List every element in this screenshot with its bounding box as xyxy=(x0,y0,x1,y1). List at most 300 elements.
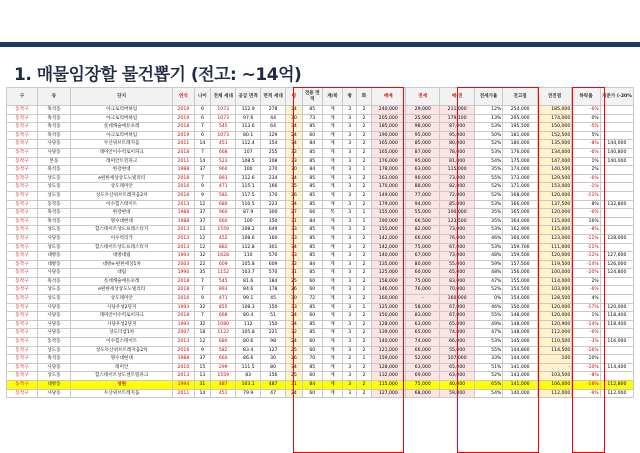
cell-rate: 65% xyxy=(474,381,503,390)
cell-dong: 사당동 xyxy=(37,329,70,338)
cell-sale: 135,000 xyxy=(371,260,405,269)
cell-dong: 상도동 xyxy=(37,346,70,355)
cell-gap: 95,000 xyxy=(440,131,474,140)
cell-peak: 174,000 xyxy=(503,166,537,175)
cell-rate: 54% xyxy=(474,157,503,166)
cell-sale: 155,000 xyxy=(371,226,405,235)
cell-pct: -3% xyxy=(572,338,601,347)
cell-rate: 55% xyxy=(474,312,503,321)
cell-mid: 115,000 xyxy=(537,226,571,235)
cell-year: 1988 xyxy=(173,166,194,175)
cell-pyeong: 24 xyxy=(286,312,303,321)
cell-age: 6 xyxy=(194,131,211,140)
cell-gap: 82,000 xyxy=(440,183,474,192)
cell-bath: 2 xyxy=(357,131,371,140)
cell-rate: 35% xyxy=(474,209,503,218)
cell-name: 두산위브트레지움 xyxy=(71,140,173,149)
cell-sale: 139,000 xyxy=(371,329,405,338)
cell-area-units: 64 xyxy=(261,123,286,132)
cell-base xyxy=(600,191,633,200)
cell-name: 아크로리버하임 xyxy=(71,106,173,115)
cell-dong: 동작동 xyxy=(37,200,70,209)
cell-base xyxy=(600,217,633,226)
cell-sale: 155,000 xyxy=(371,209,405,218)
cell-dong: 사당동 xyxy=(37,234,70,243)
cell-gap: 160,000 xyxy=(440,295,474,304)
cell-name: 힐스테이트상도센트럴파크 xyxy=(71,372,173,381)
cell-gu: 동작구 xyxy=(7,346,38,355)
column-header-sale: 매매 xyxy=(371,88,405,106)
column-header-bath: 화 xyxy=(357,88,371,106)
cell-gu: 동작구 xyxy=(7,140,38,149)
cell-jeon: 77,000 xyxy=(406,191,440,200)
cell-pct: -14% xyxy=(572,260,601,269)
cell-base: 132,800 xyxy=(600,200,633,209)
cell-type: 계 xyxy=(322,389,342,398)
table-row xyxy=(7,174,634,183)
cell-peak: 175,000 xyxy=(503,157,537,166)
cell-bath: 2 xyxy=(357,157,371,166)
cell-sale: 170,000 xyxy=(371,183,405,192)
cell-rate: 52% xyxy=(474,286,503,295)
cell-supply: 110 xyxy=(236,252,261,261)
cell-supply: 83.4 xyxy=(236,346,261,355)
cell-rate: 53% xyxy=(474,226,503,235)
cell-pct: -6% xyxy=(572,286,601,295)
column-header-dong: 동 xyxy=(37,88,70,106)
cell-name: 래미안이수역로이파크 xyxy=(71,312,173,321)
cell-peak: 148,000 xyxy=(503,329,537,338)
cell-area-units: 570 xyxy=(261,252,286,261)
cell-type: 계 xyxy=(322,200,342,209)
cell-pct: -6% xyxy=(572,174,601,183)
cell-year: 2013 xyxy=(173,200,194,209)
cell-pct: -8% xyxy=(572,226,601,235)
cell-name: 사당우성2단지 xyxy=(71,303,173,312)
cell-gap: 211,000 xyxy=(440,106,474,115)
cell-year: 2019 xyxy=(173,114,194,123)
cell-rate: 53% xyxy=(474,200,503,209)
cell-gap: 40,000 xyxy=(440,381,474,390)
column-header-gap: 매-전 xyxy=(440,88,474,106)
cell-peak: 180,000 xyxy=(503,140,537,149)
cell-rate: 47% xyxy=(474,277,503,286)
cell-supply: 87.9 xyxy=(236,209,261,218)
cell-mid: 114,000 xyxy=(537,277,571,286)
column-header-age: 나이 xyxy=(194,88,211,106)
cell-pyeong: 34 xyxy=(286,106,303,115)
cell-bath: 2 xyxy=(357,183,371,192)
cell-pct: 4% xyxy=(572,295,601,304)
cell-type: 계 xyxy=(322,372,342,381)
cell-gu: 동작구 xyxy=(7,131,38,140)
cell-age: 37 xyxy=(194,166,211,175)
cell-pct: -9% xyxy=(572,389,601,398)
cell-excl: 84 xyxy=(302,140,322,149)
cell-pyeong: 33 xyxy=(286,303,303,312)
cell-dong: 흑석동 xyxy=(37,277,70,286)
cell-jeon: 66,500 xyxy=(406,217,440,226)
cell-bath: 2 xyxy=(357,329,371,338)
cell-dong: 사당동 xyxy=(37,389,70,398)
cell-dong: 상도동 xyxy=(37,191,70,200)
cell-rooms: 3 xyxy=(343,191,357,200)
cell-bath: 2 xyxy=(357,286,371,295)
cell-year: 2013 xyxy=(173,234,194,243)
cell-gu: 동작구 xyxy=(7,217,38,226)
cell-excl: 70 xyxy=(302,355,322,364)
table-row xyxy=(7,389,634,398)
cell-name: 상도래미안 xyxy=(71,183,173,192)
cell-name: 한강현대 xyxy=(71,166,173,175)
cell-dong: 사당동 xyxy=(37,140,70,149)
cell-units: 660 xyxy=(211,217,236,226)
cell-jeon: 60,000 xyxy=(406,269,440,278)
cell-name: 대방e-편한세상1차 xyxy=(71,260,173,269)
cell-units: 660 xyxy=(211,355,236,364)
cell-pct: -8% xyxy=(572,140,601,149)
cell-pct: -12% xyxy=(572,252,601,261)
cell-sale: 115,000 xyxy=(371,381,405,390)
cell-rooms: 3 xyxy=(343,166,357,175)
cell-pct: -6% xyxy=(572,106,601,115)
cell-dong: 대방동 xyxy=(37,252,70,261)
cell-year: 2011 xyxy=(173,157,194,166)
cell-name: 사당우성2단지 xyxy=(71,320,173,329)
cell-name: 래미안 xyxy=(71,363,173,372)
cell-gap: 115,000 xyxy=(440,166,474,175)
cell-supply: 112.9 xyxy=(236,106,261,115)
cell-age: 14 xyxy=(194,157,211,166)
cell-sale: 149,000 xyxy=(371,191,405,200)
cell-jeon: 76,000 xyxy=(406,286,440,295)
cell-rate: 53% xyxy=(474,148,503,157)
cell-bath: 2 xyxy=(357,372,371,381)
cell-age: 6 xyxy=(194,114,211,123)
cell-peak: 143,000 xyxy=(503,372,537,381)
cell-jeon: 90,000 xyxy=(406,174,440,183)
cell-units: 1073 xyxy=(211,106,236,115)
cell-gap: 76,000 xyxy=(440,234,474,243)
cell-peak: 156,000 xyxy=(503,269,537,278)
cell-jeon: 63,000 xyxy=(406,166,440,175)
cell-rooms: 3 xyxy=(343,363,357,372)
cell-area-units: 47 xyxy=(261,389,286,398)
cell-gu: 동작구 xyxy=(7,260,38,269)
cell-peak: 150,000 xyxy=(503,303,537,312)
cell-rooms: 3 xyxy=(343,217,357,226)
cell-base: 144,000 xyxy=(600,140,633,149)
cell-type: 계 xyxy=(322,114,342,123)
cell-rate: 49% xyxy=(474,320,503,329)
cell-pct: 1% xyxy=(572,157,601,166)
cell-sale: 190,000 xyxy=(371,131,405,140)
cell-year: 2019 xyxy=(173,131,194,140)
cell-pct: 0% xyxy=(572,114,601,123)
cell-bath: 2 xyxy=(357,269,371,278)
cell-age: 7 xyxy=(194,148,211,157)
cell-peak: 171,000 xyxy=(503,183,537,192)
cell-rooms: 3 xyxy=(343,209,357,218)
cell-gu: 동작구 xyxy=(7,269,38,278)
cell-rooms: 3 xyxy=(343,346,357,355)
cell-area-units: 255 xyxy=(261,148,286,157)
cell-excl: 85 xyxy=(302,363,322,372)
cell-gap: 67,000 xyxy=(440,243,474,252)
cell-age: 18 xyxy=(194,329,211,338)
cell-bath: 2 xyxy=(357,234,371,243)
cell-bath: 2 xyxy=(357,346,371,355)
cell-name: 대방대림 xyxy=(71,252,173,261)
cell-pyeong: 30 xyxy=(286,295,303,304)
cell-excl: 73 xyxy=(302,114,322,123)
cell-area-units: 649 xyxy=(261,226,286,235)
cell-age: 32 xyxy=(194,303,211,312)
cell-supply: 100 xyxy=(236,217,261,226)
cell-peak: 148,000 xyxy=(503,312,537,321)
cell-excl: 60 xyxy=(302,277,322,286)
cell-base: 112,000 xyxy=(600,389,633,398)
cell-gap: 72,000 xyxy=(440,191,474,200)
cell-name: 래미안트윈파크 xyxy=(71,157,173,166)
cell-age: 37 xyxy=(194,355,211,364)
cell-age: 13 xyxy=(194,226,211,235)
cell-jeon: 95,000 xyxy=(406,157,440,166)
cell-sale: 128,000 xyxy=(371,320,405,329)
cell-peak: 144,000 xyxy=(503,355,537,364)
cell-rooms: 3 xyxy=(343,286,357,295)
cell-sale: 125,000 xyxy=(371,303,405,312)
table-row xyxy=(7,320,634,329)
cell-pyeong: 30 xyxy=(286,166,303,175)
cell-name: 이수힐스테이트 xyxy=(71,200,173,209)
cell-bath: 2 xyxy=(357,363,371,372)
cell-rate: 33% xyxy=(474,355,503,364)
cell-bath: 2 xyxy=(357,252,371,261)
cell-excl: 85 xyxy=(302,123,322,132)
cell-rate: 55% xyxy=(474,174,503,183)
cell-gu: 동작구 xyxy=(7,114,38,123)
cell-gu: 동작구 xyxy=(7,286,38,295)
cell-gu: 동작구 xyxy=(7,174,38,183)
cell-gu: 동작구 xyxy=(7,209,38,218)
column-header-mid: 전전점 xyxy=(537,88,571,106)
cell-jeon: - xyxy=(406,295,440,304)
cell-pyeong: 24 xyxy=(286,131,303,140)
cell-gap: 107,000 xyxy=(440,355,474,364)
cell-year: 2007 xyxy=(173,329,194,338)
cell-pct: -8% xyxy=(572,372,601,381)
cell-supply: 80.1 xyxy=(236,131,261,140)
cell-rate: 53% xyxy=(474,243,503,252)
cell-base xyxy=(600,329,633,338)
cell-peak: 145,000 xyxy=(503,338,537,347)
cell-bath: 2 xyxy=(357,106,371,115)
cell-base xyxy=(600,106,633,115)
cell-mid: 120,000 xyxy=(537,312,571,321)
cell-base xyxy=(600,123,633,132)
cell-gu: 동작구 xyxy=(7,191,38,200)
cell-peak: 141,000 xyxy=(503,381,537,390)
cell-dong: 흑석동 xyxy=(37,106,70,115)
cell-sale: 205,000 xyxy=(371,114,405,123)
cell-type: 계 xyxy=(322,191,342,200)
cell-area-units: 223 xyxy=(261,200,286,209)
cell-age: 9 xyxy=(194,346,211,355)
cell-base xyxy=(600,243,633,252)
cell-units: 487 xyxy=(211,381,236,390)
cell-jeon: 95,000 xyxy=(406,131,440,140)
table-body xyxy=(7,106,634,398)
column-header-base: 기준가 (-20% xyxy=(600,88,633,106)
cell-area-units: 221 xyxy=(261,329,286,338)
cell-rooms: 3 xyxy=(343,140,357,149)
table-row xyxy=(7,209,634,218)
cell-rooms: 3 xyxy=(343,114,357,123)
cell-sale: 159,000 xyxy=(371,355,405,364)
cell-units: 451 xyxy=(211,389,236,398)
cell-type: 계 xyxy=(322,234,342,243)
cell-year: 2018 xyxy=(173,174,194,183)
cell-base: 140,000 xyxy=(600,157,633,166)
cell-type: 계 xyxy=(322,363,342,372)
cell-mid: 185,000 xyxy=(537,106,571,115)
cell-units: 452 xyxy=(211,234,236,243)
cell-base xyxy=(600,226,633,235)
cell-gap: 123,500 xyxy=(440,217,474,226)
column-header-rooms: 방 xyxy=(343,88,357,106)
cell-bath: 2 xyxy=(357,148,371,157)
cell-peak: 162,900 xyxy=(503,226,537,235)
cell-year: 2018 xyxy=(173,123,194,132)
cell-dong: 흑석동 xyxy=(37,123,70,132)
cell-peak: 144,800 xyxy=(503,346,537,355)
table-row xyxy=(7,183,634,192)
cell-dong: 흑석동 xyxy=(37,209,70,218)
cell-type: 계 xyxy=(322,217,342,226)
cell-supply: 112.6 xyxy=(236,174,261,183)
table-row xyxy=(7,114,634,123)
cell-area-units: 270 xyxy=(261,166,286,175)
cell-pct: -11% xyxy=(572,234,601,243)
cell-rate: 51% xyxy=(474,363,503,372)
cell-sale: 178,000 xyxy=(371,166,405,175)
cell-age: 12 xyxy=(194,338,211,347)
cell-mid: 137,500 xyxy=(537,200,571,209)
cell-sale: 160,000 xyxy=(371,295,405,304)
cell-sale: 127,000 xyxy=(371,389,405,398)
cell-dong: 사당동 xyxy=(37,363,70,372)
cell-pyeong: 33 xyxy=(286,226,303,235)
cell-area-units: 570 xyxy=(261,269,286,278)
cell-gap: 65,000 xyxy=(440,269,474,278)
cell-peak: 159,500 xyxy=(503,252,537,261)
cell-dong: 흑석동 xyxy=(37,166,70,175)
cell-mid: 120,000 xyxy=(537,252,571,261)
cell-rooms: 3 xyxy=(343,106,357,115)
cell-jeon: 75,000 xyxy=(406,381,440,390)
cell-base xyxy=(600,114,633,123)
cell-pyeong: 34 xyxy=(286,363,303,372)
cell-rate: 46% xyxy=(474,303,503,312)
cell-excl: 85 xyxy=(302,183,322,192)
cell-units: 451 xyxy=(211,140,236,149)
cell-supply: 108.5 xyxy=(236,157,261,166)
cell-peak: 173,000 xyxy=(503,174,537,183)
cell-sale: 165,000 xyxy=(371,140,405,149)
cell-bath: 2 xyxy=(357,114,371,123)
cell-jeon: 52,000 xyxy=(406,355,440,364)
cell-jeon: 75,000 xyxy=(406,277,440,286)
cell-supply: 108.2 xyxy=(236,226,261,235)
cell-pct: -5% xyxy=(572,123,601,132)
cell-bath: 2 xyxy=(357,200,371,209)
cell-rooms: 3 xyxy=(343,295,357,304)
cell-sale: 190,000 xyxy=(371,217,405,226)
table-row xyxy=(7,166,634,175)
cell-dong: 사당동 xyxy=(37,312,70,321)
table-row xyxy=(7,277,634,286)
cell-age: 37 xyxy=(194,209,211,218)
cell-dong: 동작동 xyxy=(37,338,70,347)
table-row xyxy=(7,226,634,235)
cell-jeon: 67,000 xyxy=(406,252,440,261)
cell-peak: 148,000 xyxy=(503,320,537,329)
cell-type: 계 xyxy=(322,277,342,286)
cell-rate: 48% xyxy=(474,269,503,278)
cell-mid: 120,900 xyxy=(537,320,571,329)
cell-supply: 103.7 xyxy=(236,269,261,278)
cell-units: 299 xyxy=(211,363,236,372)
cell-rooms: 3 xyxy=(343,157,357,166)
cell-mid: 174,000 xyxy=(537,114,571,123)
cell-pct: -1% xyxy=(572,183,601,192)
cell-type: 계 xyxy=(322,226,342,235)
cell-area-units: 150 xyxy=(261,217,286,226)
cell-type: 계 xyxy=(322,355,342,364)
cell-jeon: 85,000 xyxy=(406,140,440,149)
cell-peak: 155,000 xyxy=(503,277,537,286)
cell-units: 1073 xyxy=(211,131,236,140)
cell-age: 13 xyxy=(194,372,211,381)
cell-jeon: 58,000 xyxy=(406,303,440,312)
cell-peak: 254,000 xyxy=(503,106,537,115)
cell-rooms: 3 xyxy=(343,226,357,235)
cell-name: 힐스테이트상도프레스티지 xyxy=(71,243,173,252)
cell-gap: 65,000 xyxy=(440,320,474,329)
cell-sale: 179,000 xyxy=(371,200,405,209)
cell-excl: 85 xyxy=(302,252,322,261)
cell-supply: 108.6 xyxy=(236,234,261,243)
cell-pyeong: 34 xyxy=(286,200,303,209)
cell-gap: 65,000 xyxy=(440,363,474,372)
cell-base xyxy=(600,295,633,304)
cell-supply: 105.8 xyxy=(236,260,261,269)
cell-pct: 5% xyxy=(572,131,601,140)
cell-rate: 52% xyxy=(474,183,503,192)
cell-age: 9 xyxy=(194,191,211,200)
cell-type: 계 xyxy=(322,260,342,269)
cell-mid: - xyxy=(537,363,571,372)
cell-rooms: 3 xyxy=(343,372,357,381)
cell-units: 680 xyxy=(211,338,236,347)
cell-base: 114,400 xyxy=(600,363,633,372)
cell-year: 1993 xyxy=(173,320,194,329)
cell-area-units: 609 xyxy=(261,260,286,269)
cell-type: 계 xyxy=(322,312,342,321)
cell-supply: 99.1 xyxy=(236,295,261,304)
cell-year: 2016 xyxy=(173,183,194,192)
